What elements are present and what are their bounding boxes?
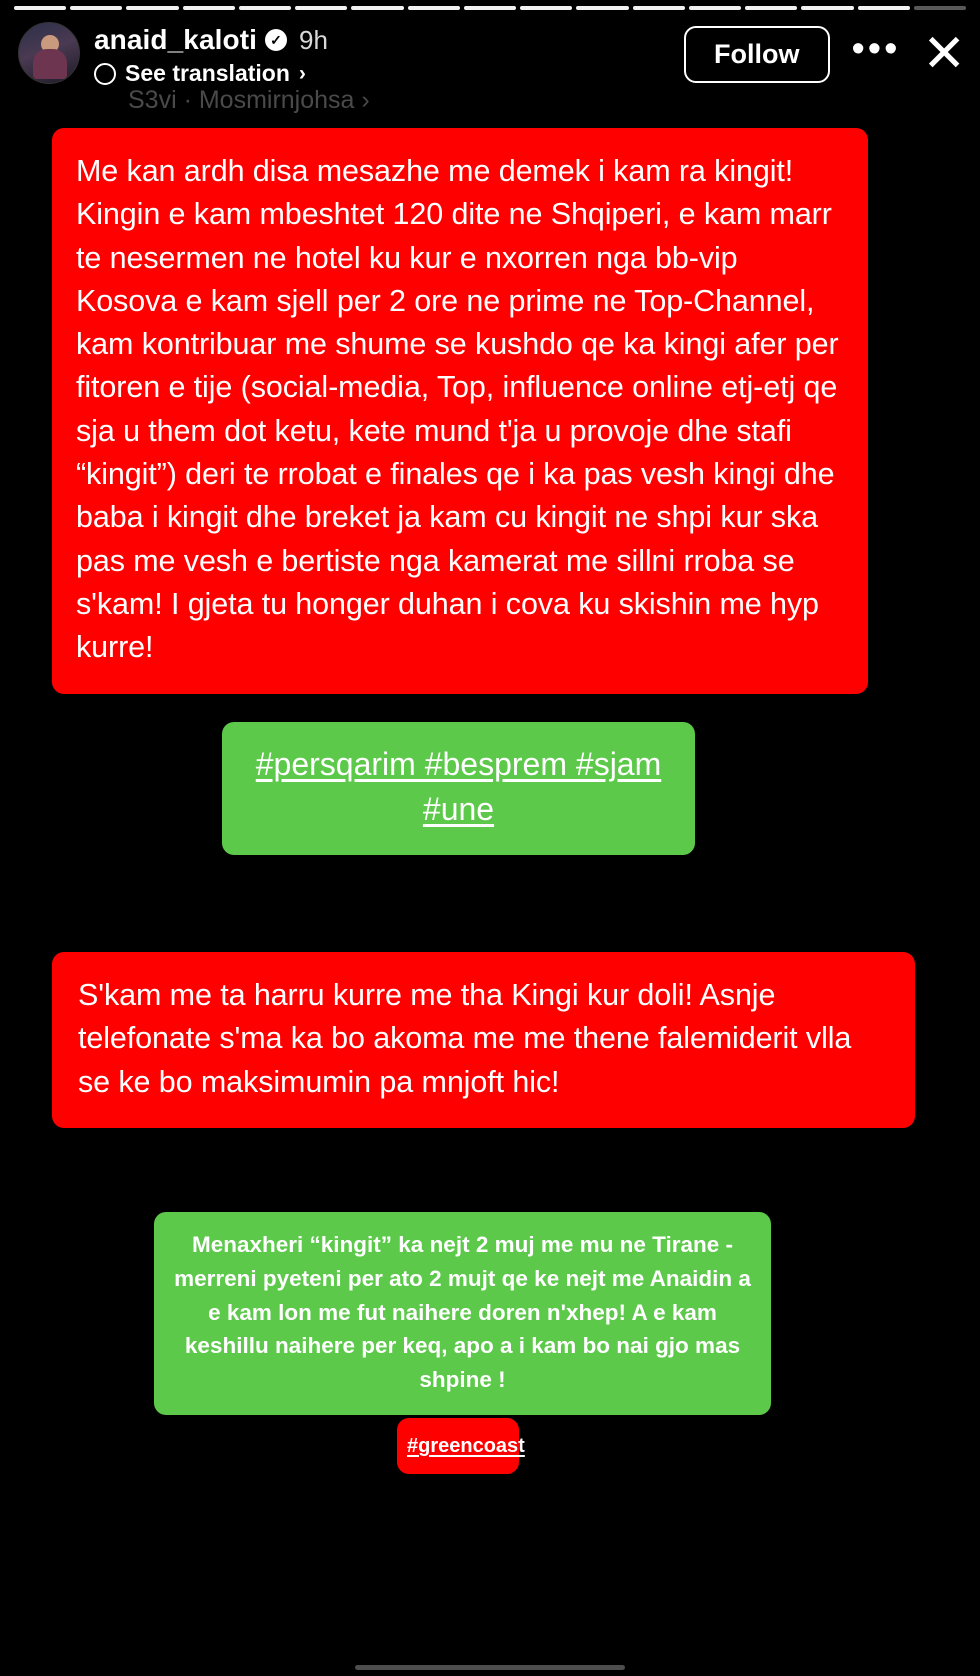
progress-segment[interactable] [914,6,966,10]
chevron-right-icon: › [298,61,306,85]
progress-segment[interactable] [858,6,910,10]
message-text-3: S'kam me ta harru kurre me tha Kingi kur doli! Asnje telefonate s'ma ka bo akoma me me thene falemiderit vlla se ke bo maksimumin pa mnjoft hic! [78,978,852,1099]
message-text-2: #persqarim #besprem #sjam #une [255,746,662,828]
timestamp: 9h [299,24,328,55]
follow-button[interactable]: Follow [684,26,829,83]
username[interactable]: anaid_kaloti [94,24,258,55]
progress-segment[interactable] [633,6,685,10]
more-options-icon[interactable]: ••• [851,28,901,71]
see-translation-label: See translation [125,60,290,86]
progress-segment[interactable] [70,6,122,10]
progress-segment[interactable] [351,6,403,10]
message-text-4: Menaxheri “kingit” ka nejt 2 muj me mu ne Tirane -merreni pyeteni per ato 2 mujt qe ke nejt me Anaidin a e kam lon me fut naihere doren n'xhep! A e kam keshillu naihere per keq, apo a i kam bo nai gjo mas shpine ! [174,1232,751,1392]
progress-segment[interactable] [295,6,347,10]
bottom-bar [0,1662,980,1676]
home-indicator [355,1665,625,1670]
header-text-block [94,22,328,87]
progress-segment[interactable] [689,6,741,10]
progress-segment[interactable] [576,6,628,10]
message-bubble-4 [154,1212,771,1415]
message-text-5: #greencoast [407,1435,525,1457]
verified-badge-icon: ✓ [265,29,287,51]
progress-segment[interactable] [183,6,235,10]
header-identity-row [94,24,328,56]
message-bubble-5 [397,1418,525,1474]
header-actions [684,22,966,83]
message-text-1: Me kan ardh disa mesazhe me demek i kam ra kingit! Kingin e kam mbeshtet 120 dite ne Shqiperi, e kam marr te nesermen ne hotel ku kur e nxorren nga bb-vip Kosova e kam sjell per 2 ore ne prime ne Top-Channel, kam kontribuar me shume se kushdo qe ka kingi afer per fitoren e tije (social-media, Top, influence online etj-etj qe sja u them dot ketu, kete mund t'ja u provoje dhe stafi “kingit”) deri te rrobat e finales qe i ka pas vesh kingi dhe baba i kingit dhe breket ja kam cu kingit ne shpi kur ska pas me vesh e bertiste nga kamerat me sillni rroba se s'kam! I gjeta tu honger duhan i cova ku skishin me hyp kurre! [76,154,839,665]
progress-segment[interactable] [464,6,516,10]
progress-segment[interactable] [408,6,460,10]
message-bubble-2 [222,722,695,855]
progress-segment[interactable] [126,6,178,10]
progress-segment[interactable] [14,6,66,10]
music-attribution: S3vi · Mosmirnjohsa › [128,86,370,114]
close-icon[interactable]: ✕ [922,25,966,84]
message-bubble-3 [52,952,915,1128]
progress-segment[interactable] [801,6,853,10]
story-header [0,14,980,94]
message-bubble-1 [52,128,868,694]
see-translation-button[interactable] [94,60,328,87]
avatar[interactable] [18,22,80,84]
translate-icon [94,63,116,85]
progress-segment[interactable] [745,6,797,10]
progress-segment[interactable] [520,6,572,10]
progress-segment[interactable] [239,6,291,10]
story-progress-bar[interactable] [14,6,966,10]
